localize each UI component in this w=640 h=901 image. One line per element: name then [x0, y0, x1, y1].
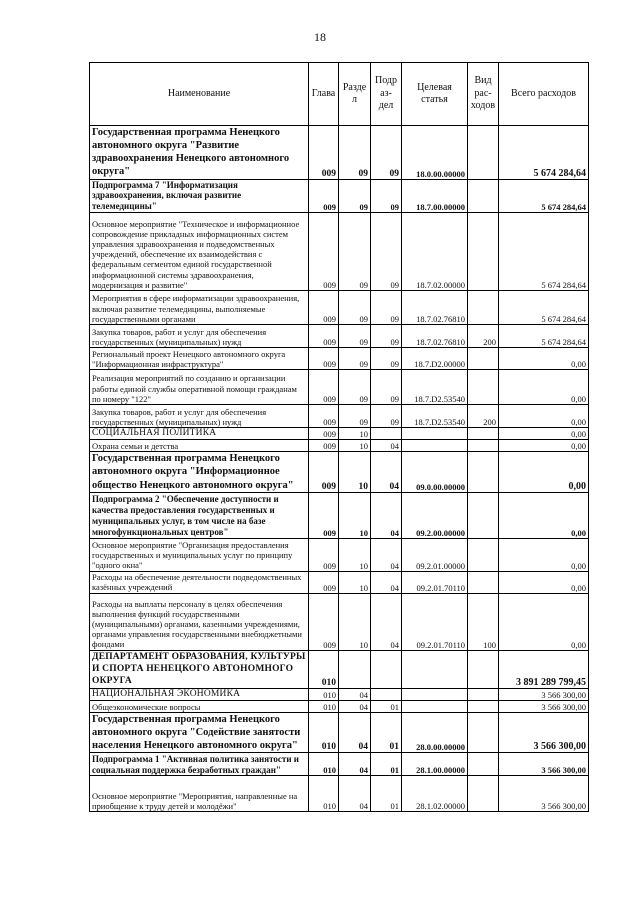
table-row	[90, 650, 589, 688]
cell-target: 18.7.02.00000	[402, 212, 468, 290]
cell-name: Подпрограмма 2 "Обеспечение доступности и качества предоставления государственных и муниципальных услуг, в том числе на базе многофункциональных центров"	[90, 492, 309, 538]
table-row	[90, 404, 589, 427]
cell-subsection	[371, 427, 402, 439]
cell-section: 10	[339, 427, 371, 439]
cell-amount: 0,00	[499, 538, 589, 571]
cell-name: Государственная программа Ненецкого автономного округа "Информационное общество Ненецкого автономного округа"	[90, 452, 309, 492]
cell-amount: 0,00	[499, 427, 589, 439]
header-subsection: Подр аз- дел	[371, 63, 402, 126]
cell-subsection	[371, 650, 402, 688]
table-row	[90, 688, 589, 700]
cell-subsection: 09	[371, 212, 402, 290]
cell-name: Подпрограмма 1 "Активная политика занятости и социальная поддержка безработных граждан"	[90, 753, 309, 776]
cell-section: 10	[339, 440, 371, 452]
cell-target: 09.2.01.70110	[402, 571, 468, 593]
cell-expense-type	[468, 571, 499, 593]
cell-subsection: 01	[371, 713, 402, 753]
table-row	[90, 427, 589, 439]
cell-subsection: 09	[371, 126, 402, 180]
cell-expense-type	[468, 538, 499, 571]
table-row	[90, 701, 589, 713]
cell-name: СОЦИАЛЬНАЯ ПОЛИТИКА	[90, 427, 309, 439]
cell-target: 18.7.02.76810	[402, 324, 468, 347]
cell-name: Государственная программа Ненецкого автономного округа "Развитие здравоохранения Ненецкого автономного округа"	[90, 126, 309, 180]
table-row	[90, 776, 589, 812]
cell-section: 04	[339, 701, 371, 713]
cell-chapter: 009	[309, 347, 339, 369]
cell-amount: 3 566 300,00	[499, 701, 589, 713]
table-row	[90, 713, 589, 753]
table-row	[90, 212, 589, 290]
cell-section: 04	[339, 713, 371, 753]
header-section: Разде л	[339, 63, 371, 126]
table-row	[90, 593, 589, 650]
cell-expense-type	[468, 369, 499, 404]
cell-expense-type: 200	[468, 404, 499, 427]
cell-subsection: 09	[371, 290, 402, 324]
cell-expense-type	[468, 688, 499, 700]
cell-section: 10	[339, 538, 371, 571]
table-row	[90, 440, 589, 452]
cell-name: Общеэкономические вопросы	[90, 701, 309, 713]
budget-table	[89, 62, 589, 812]
header-total: Всего расходов	[499, 63, 589, 126]
cell-subsection: 09	[371, 347, 402, 369]
header-chapter: Глава	[309, 63, 339, 126]
cell-chapter: 009	[309, 290, 339, 324]
cell-target: 09.2.00.00000	[402, 492, 468, 538]
cell-chapter: 009	[309, 126, 339, 180]
cell-name: Основное мероприятие "Мероприятия, направленные на приобщение к труду детей и молодёжи"	[90, 776, 309, 812]
cell-target	[402, 701, 468, 713]
cell-amount: 0,00	[499, 571, 589, 593]
cell-chapter: 010	[309, 701, 339, 713]
cell-amount: 5 674 284,64	[499, 324, 589, 347]
cell-section: 09	[339, 347, 371, 369]
cell-chapter: 009	[309, 404, 339, 427]
cell-expense-type	[468, 427, 499, 439]
cell-subsection: 09	[371, 324, 402, 347]
table-row	[90, 538, 589, 571]
cell-chapter: 009	[309, 212, 339, 290]
cell-target: 18.7.00.00000	[402, 179, 468, 212]
header-name: Наименование	[90, 63, 309, 126]
cell-expense-type: 200	[468, 324, 499, 347]
cell-subsection: 09	[371, 179, 402, 212]
cell-amount: 0,00	[499, 440, 589, 452]
cell-expense-type	[468, 753, 499, 776]
header-expense-type: Вид рас- ходов	[468, 63, 499, 126]
cell-subsection: 04	[371, 571, 402, 593]
cell-section: 04	[339, 776, 371, 812]
cell-chapter: 010	[309, 753, 339, 776]
cell-chapter: 009	[309, 179, 339, 212]
cell-section: 09	[339, 126, 371, 180]
cell-expense-type	[468, 776, 499, 812]
cell-section: 09	[339, 179, 371, 212]
cell-name: Закупка товаров, работ и услуг для обеспечения государственных (муниципальных) нужд	[90, 404, 309, 427]
cell-chapter: 009	[309, 427, 339, 439]
cell-name: Государственная программа Ненецкого автономного округа "Содействие занятости населения Ненецкого автономного округа"	[90, 713, 309, 753]
cell-amount: 5 674 284,64	[499, 212, 589, 290]
cell-target: 18.7.D2.53540	[402, 404, 468, 427]
cell-amount: 3 891 289 799,45	[499, 650, 589, 688]
header-target: Целевая статья	[402, 63, 468, 126]
table-row	[90, 753, 589, 776]
cell-section: 09	[339, 369, 371, 404]
cell-subsection: 04	[371, 492, 402, 538]
cell-amount: 3 566 300,00	[499, 713, 589, 753]
cell-chapter: 009	[309, 593, 339, 650]
cell-section: 10	[339, 492, 371, 538]
cell-name: Реализация мероприятий по созданию и организации работы единой службы оперативной помощи гражданам по номеру "122"	[90, 369, 309, 404]
cell-name: Подпрограмма 7 "Информатизация здравоохранения, включая развитие телемедицины"	[90, 179, 309, 212]
table-header-row	[90, 63, 589, 126]
cell-expense-type	[468, 701, 499, 713]
cell-chapter: 009	[309, 538, 339, 571]
table-row	[90, 492, 589, 538]
table-row	[90, 324, 589, 347]
cell-subsection: 01	[371, 776, 402, 812]
cell-subsection: 09	[371, 369, 402, 404]
cell-target: 28.1.02.00000	[402, 776, 468, 812]
cell-amount: 3 566 300,00	[499, 753, 589, 776]
cell-subsection: 04	[371, 593, 402, 650]
cell-expense-type	[468, 713, 499, 753]
cell-expense-type	[468, 212, 499, 290]
table-row	[90, 290, 589, 324]
cell-chapter: 009	[309, 369, 339, 404]
cell-section: 04	[339, 688, 371, 700]
cell-target: 18.0.00.00000	[402, 126, 468, 180]
cell-amount: 3 566 300,00	[499, 776, 589, 812]
cell-amount: 0,00	[499, 452, 589, 492]
cell-expense-type: 100	[468, 593, 499, 650]
cell-section: 09	[339, 212, 371, 290]
cell-chapter: 010	[309, 776, 339, 812]
cell-subsection: 04	[371, 440, 402, 452]
cell-name: Расходы на выплаты персоналу в целях обеспечения выполнения функций государственными (муниципальными) органами, казенными учреждениями, органами управления государственными внебюджетными фондами	[90, 593, 309, 650]
cell-amount: 5 674 284,64	[499, 290, 589, 324]
cell-subsection: 04	[371, 538, 402, 571]
cell-section: 09	[339, 324, 371, 347]
cell-expense-type	[468, 440, 499, 452]
cell-section: 10	[339, 593, 371, 650]
cell-amount: 0,00	[499, 369, 589, 404]
cell-section: 10	[339, 571, 371, 593]
cell-section: 09	[339, 404, 371, 427]
cell-chapter: 009	[309, 324, 339, 347]
cell-chapter: 010	[309, 713, 339, 753]
table-row	[90, 347, 589, 369]
cell-subsection: 01	[371, 753, 402, 776]
cell-expense-type	[468, 492, 499, 538]
page-number: 18	[314, 30, 326, 44]
table-row	[90, 452, 589, 492]
cell-amount: 5 674 284,64	[499, 126, 589, 180]
cell-subsection: 04	[371, 452, 402, 492]
cell-chapter: 009	[309, 452, 339, 492]
cell-target	[402, 688, 468, 700]
cell-target: 09.2.01.00000	[402, 538, 468, 571]
cell-chapter: 010	[309, 650, 339, 688]
cell-target: 18.7.02.76810	[402, 290, 468, 324]
cell-name: Охрана семьи и детства	[90, 440, 309, 452]
cell-target: 18.7.D2.53540	[402, 369, 468, 404]
cell-amount: 0,00	[499, 347, 589, 369]
cell-target: 09.0.00.00000	[402, 452, 468, 492]
cell-name: Основное мероприятие "Организация предоставления государственных и муниципальных услуг по принципу "одного окна"	[90, 538, 309, 571]
cell-name: НАЦИОНАЛЬНАЯ ЭКОНОМИКА	[90, 688, 309, 700]
table-row	[90, 126, 589, 180]
cell-section: 10	[339, 452, 371, 492]
cell-section: 04	[339, 753, 371, 776]
cell-name: Закупка товаров, работ и услуг для обеспечения государственных (муниципальных) нужд	[90, 324, 309, 347]
cell-target	[402, 650, 468, 688]
cell-name: Основное мероприятие "Техническое и информационное сопровождение прикладных информационных систем управления здравоохранения и подведомственных учреждений, обеспечение их взаимодействия с федеральным сегментом единой государственной информационной системы здравоохранения, модернизация и развитие"	[90, 212, 309, 290]
cell-target	[402, 427, 468, 439]
cell-expense-type	[468, 650, 499, 688]
cell-amount: 0,00	[499, 492, 589, 538]
cell-amount: 0,00	[499, 593, 589, 650]
cell-name: Расходы на обеспечение деятельности подведомственных казённых учреждений	[90, 571, 309, 593]
cell-target	[402, 440, 468, 452]
cell-name: Региональный проект Ненецкого автономного округа "Информационная инфраструктура"	[90, 347, 309, 369]
cell-chapter: 009	[309, 440, 339, 452]
cell-target: 28.1.00.00000	[402, 753, 468, 776]
cell-section	[339, 650, 371, 688]
cell-expense-type	[468, 347, 499, 369]
cell-amount: 5 674 284,64	[499, 179, 589, 212]
cell-expense-type	[468, 452, 499, 492]
cell-amount: 3 566 300,00	[499, 688, 589, 700]
cell-target: 09.2.01.70110	[402, 593, 468, 650]
cell-name: ДЕПАРТАМЕНТ ОБРАЗОВАНИЯ, КУЛЬТУРЫ И СПОРТА НЕНЕЦКОГО АВТОНОМНОГО ОКРУГА	[90, 650, 309, 688]
cell-chapter: 009	[309, 492, 339, 538]
cell-subsection: 01	[371, 701, 402, 713]
cell-expense-type	[468, 126, 499, 180]
cell-amount: 0,00	[499, 404, 589, 427]
cell-subsection: 09	[371, 404, 402, 427]
cell-section: 09	[339, 290, 371, 324]
cell-name: Мероприятия в сфере информатизации здравоохранения, включая развитие телемедицины, выполняемые государственными органами	[90, 290, 309, 324]
table-row	[90, 571, 589, 593]
cell-chapter: 009	[309, 571, 339, 593]
table-row	[90, 179, 589, 212]
cell-target: 28.0.00.00000	[402, 713, 468, 753]
cell-subsection	[371, 688, 402, 700]
cell-chapter: 010	[309, 688, 339, 700]
cell-target: 18.7.D2.00000	[402, 347, 468, 369]
cell-expense-type	[468, 179, 499, 212]
table-row	[90, 369, 589, 404]
cell-expense-type	[468, 290, 499, 324]
